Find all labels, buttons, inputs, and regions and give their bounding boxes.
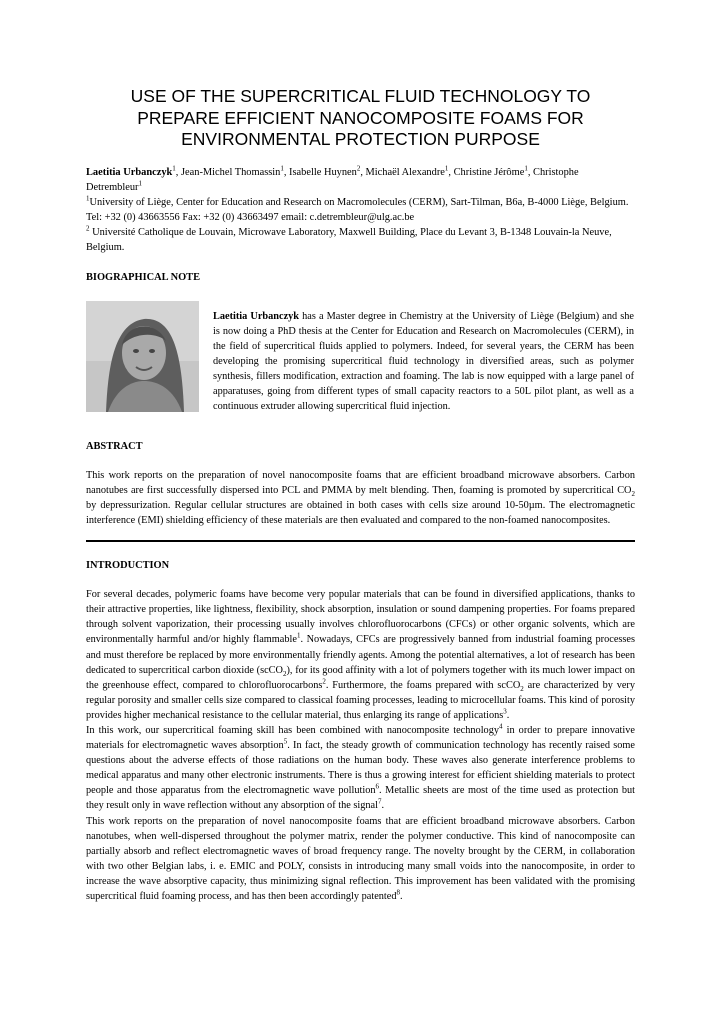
affiliation-text: University of Liège, Center for Education and Research on Macromolecules (CERM), Sart-Tilman, B6a, B-4000 Liège, Belgium. [89,196,629,208]
affiliation-1 [86,195,635,210]
affil-mark: 1 [280,164,284,173]
affiliation-text: Université Catholique de Louvain, Microwave Laboratory, Maxwell Building, Place du Levant 3, B-1348 Louvain-la Neuve, Belgium. [86,226,612,253]
author-name: , Christine Jérôme [448,166,525,178]
citation: 1 [296,631,301,640]
intro-text: In this work, our supercritical foaming skill has been combined with nanocomposite technology [86,724,499,736]
intro-text: in order to prepare innovative materials for electromagnetic waves absorption [86,724,635,752]
abstract-text: by depressurization. Regular cellular structures are obtained in both cases with cells size around 10-50µm. The electromagnetic interference (EMI) shielding efficiency of these materials are then evaluated and compared to the non-foamed nanocomposites. [86,499,635,527]
intro-paragraph-1 [86,587,635,723]
section-divider [86,540,635,542]
bio-block [86,299,635,425]
subscript: 2 [520,684,524,693]
affiliation-2 [86,225,635,255]
author-name: , Michaël Alexandre [360,166,445,178]
affil-mark: 1 [172,164,176,173]
citation: 8 [396,888,401,897]
intro-text: . Metallic sheets are most of the time used as protection but they result only in wave reflection without any absorption of the signal [86,785,635,812]
intro-text: . In fact, the steady growth of communication technology has recently raised some questions about the adverse effects of those radiations on the human body. These waves also generate interference problems to medical apparatus and many other electronic instruments. There is thus a growing interest for efficient shielding materials to protect people and those apparatus from the electromagnetic wave pollution [86,740,635,797]
paper-page [86,86,635,904]
citation: 3 [503,707,507,716]
affil-mark: 1 [86,194,90,203]
author-photo-image [86,301,199,412]
subscript: 2 [631,489,635,498]
author-name: , Christophe Detrembleur [86,166,579,193]
affil-mark: 2 [86,224,90,233]
abstract-heading: ABSTRACT [86,440,143,452]
intro-text: . [381,800,385,812]
abstract-paragraph [86,468,635,528]
intro-text: . Nowadays, CFCs are progressively banned from industrial foaming processes and must therefore be replaced by more environmentally friendly agents. Among the potential alternatives, a lot of research has been dedicated to supercritical carbon dioxide (scCO [86,634,635,676]
contact-line: Tel: +32 (0) 43663556 Fax: +32 (0) 43663497 email: c.detrembleur@ulg.ac.be [86,211,415,223]
affil-mark: 1 [524,164,528,173]
title-line: PREPARE EFFICIENT NANOCOMPOSITE FOAMS FOR [137,107,584,128]
subscript: 2 [283,669,287,678]
title-line: USE OF THE SUPERCRITICAL FLUID TECHNOLOGY TO [130,86,591,106]
bio-text: has a Master degree in Chemistry at the University of Liège (Belgium) and she is now doing a PhD thesis at the Center for Education and Research on Macromolecules (CERM), in the field of supercritical fluids applied to polymers. Indeed, for several years, the CERM has been developing the promising supercritical fluid technology in diversified areas, such as polymer synthesis, fillers modification, extraction and foaming. The lab is now equipped with a large panel of apparatuses, going from different types of small capacity reactors to a 50L pilot plant, as well as a continuous extruder allowing supercritical fluid injection. [213,310,634,413]
intro-paragraph-2 [86,723,635,814]
intro-text: This work reports on the preparation of novel nanocomposite foams that are efficient broadband microwave absorbers. Carbon nanotubes, when well-dispersed throughout the polymer matrix, render the polymer conductive. This kind of nanocomposite can partially absorb and reflect electromagnetic waves of broad frequency range. The novelty brought by the CERM, in collaboration with two other Belgian labs, i. e. EMIC and POLY, consists in introducing many small voids into the nanocomposite, in order to increase the wave absorptive capacity, thus minimizing signal reflection. This improvement has been validated with the promising supercritical fluid foaming process, and has then been accordingly patented [86,815,635,902]
abstract-text: This work reports on the preparation of novel nanocomposite foams that are efficient broadband microwave absorbers. Carbon nanotubes are first successfully dispersed into PCL and PMMA by melt blending. Then, foaming is promoted by supercritical CO [86,469,635,496]
author-name: , Isabelle Huynen [283,166,357,178]
bio-author-name: Laetitia Urbanczyk [213,310,300,322]
author-photo [86,301,199,412]
author-name: , Jean-Michel Thomassin [175,166,281,178]
paper-title [86,86,635,151]
citation: 2 [322,677,326,686]
intro-paragraph-3 [86,814,635,905]
intro-text: ), for its good affinity with a lot of polymers together with its much lower impact on the greenhouse effect, compared to chlorofluorocarbons [86,664,635,691]
citation: 4 [499,722,503,731]
intro-text: . [506,709,510,721]
intro-text: . Furthermore, the foams prepared with scCO [325,679,521,691]
bio-paragraph [213,309,634,415]
author-list [86,165,635,195]
bio-heading: BIOGRAPHICAL NOTE [86,271,201,283]
citation: 7 [377,798,382,807]
citation: 5 [283,737,288,746]
citation: 6 [375,782,380,791]
author-name: Laetitia Urbanczyk [86,166,173,178]
affil-mark: 1 [444,164,449,173]
intro-text: For several decades, polymeric foams have become very popular materials that can be found in diversified applications, thanks to their attractive properties, like lightness, flexibility, shock absorption, insulation or sound dampening properties. For foams prepared through solvent vaporization, their processing usually involves chlorofluorocarbons (CFCs) or other organic solvents, which are environmentally harmful and/or highly flammable [86,589,635,646]
intro-text: are characterized by very regular porosity and smaller cells size compared to classical foaming processes, leading to microcellular foams. This kind of porosity provides higher mechanical resistance to the cellular material, thus enlarging its range of applications [86,679,635,721]
introduction-heading: INTRODUCTION [86,560,170,572]
affil-mark: 1 [138,179,143,188]
intro-text: . [400,891,403,902]
affil-mark: 2 [356,164,361,173]
title-line: ENVIRONMENTAL PROTECTION PURPOSE [181,129,540,149]
